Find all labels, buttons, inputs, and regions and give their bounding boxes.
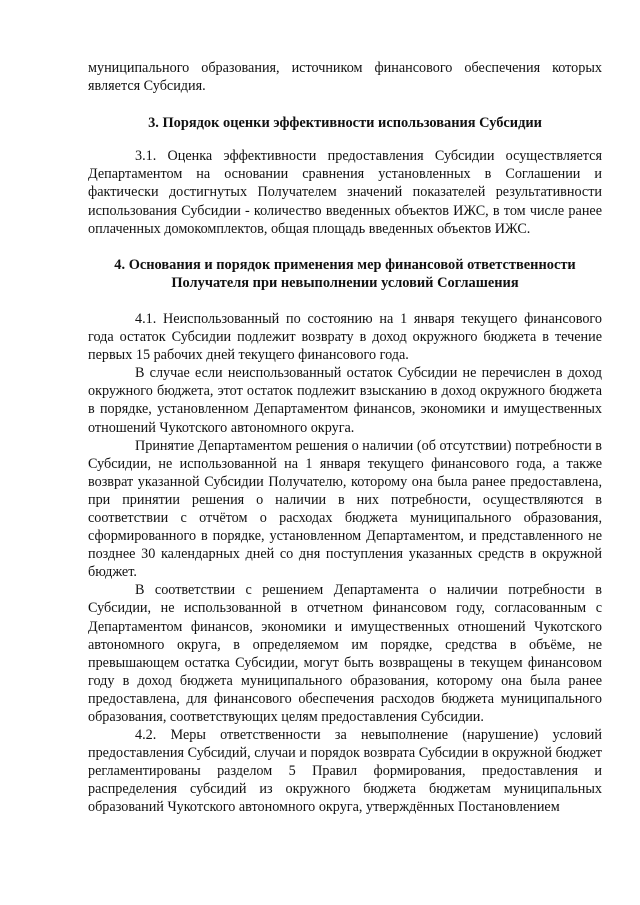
section-4-heading bbox=[88, 256, 602, 292]
paragraph-3-1: 3.1. Оценка эффективности предоставления Субсидии осуществляется Департаментом на основании сравнения установленных в Соглашении и фактически достигнутых Получателем значений показателей результативности использования Субсидии - количество введенных объектов ИЖС, в том числе ранее оплаченных домокомплектов, общая площадь введенных объектов ИЖС. bbox=[88, 148, 602, 237]
paragraph-4-1-return: В соответствии с решением Департамента о наличии потребности в Субсидии, не использованной в отчетном финансовом году, согласованным с Департаментом финансов, экономики и имущественных отношений Чукотского автономного округа, в определяемом им порядке, средства в объёме, не превышающем остатка Субсидии, могут быть возвращены в текущем финансовом году в доход бюджета муниципального образования, которому она была ранее предоставлена, для финансового обеспечения расходов бюджета муниципального образования, соответствующих целям предоставления Субсидии. bbox=[88, 582, 602, 725]
section-3-heading: 3. Порядок оценки эффективности использования Субсидии bbox=[148, 115, 542, 132]
section-4-heading-line-2: Получателя при невыполнении условий Соглашения bbox=[171, 274, 519, 291]
paragraph-4-1-unspent-balance: В случае если неиспользованный остаток Субсидии не перечислен в доход окружного бюджета, этот остаток подлежит взысканию в доход окружного бюджета в порядке, установленном Департаментом финансов, экономики и имущественных отношений Чукотского автономного округа. bbox=[88, 365, 602, 436]
section-4-heading-line-1: 4. Основания и порядок применения мер финансовой ответственности bbox=[114, 256, 576, 273]
paragraph-4-1: 4.1. Неиспользованный по состоянию на 1 января текущего финансового года остаток Субсидии подлежит возврату в доход окружного бюджета в течение первых 15 рабочих дней текущего финансового года. bbox=[88, 310, 602, 364]
paragraph-4-1-decision: Принятие Департаментом решения о наличии (об отсутствии) потребности в Субсидии, не использованной на 1 января текущего финансового года, а также возврат указанной Субсидии Получателю, которому она была ранее предоставлена, при принятии решения о наличии в них потребности, осуществляются в соответствии с отчётом о расходах бюджета муниципального образования, сформированного в порядке, установленном Департаментом, и представленного не позднее 30 календарных дней со дня поступления указанных средств в окружной бюджет. bbox=[88, 437, 602, 581]
paragraph-4-2: 4.2. Меры ответственности за невыполнение (нарушение) условий предоставления Субсидий, случаи и порядок возврата Субсидии в окружной бюджет регламентированы разделом 5 Правил формирования, предоставления и распределения субсидий из окружного бюджета бюджетам муниципальных образований Чукотского автономного округа, утверждённых Постановлением bbox=[88, 727, 602, 816]
continuation-paragraph: муниципального образования, источником финансового обеспечения которых является Субсидия. bbox=[88, 60, 602, 95]
